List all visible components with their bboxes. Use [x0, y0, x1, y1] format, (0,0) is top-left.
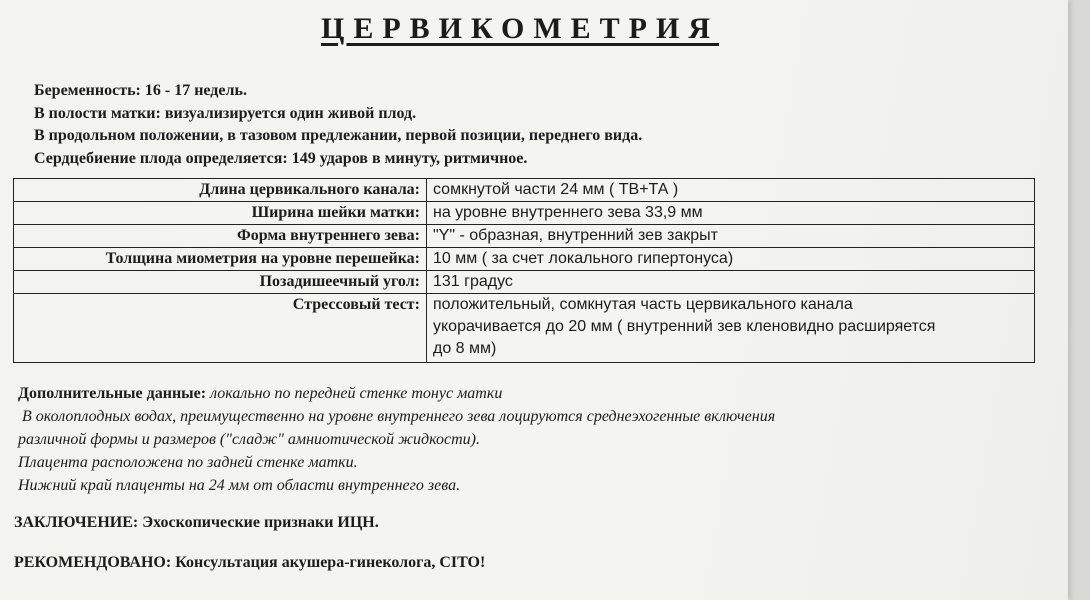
row-value: сомкнутой части 24 мм ( ТВ+ТА ) [427, 179, 1035, 202]
row-label: Стрессовый тест: [14, 294, 427, 363]
row-label: Ширина шейки матки: [14, 202, 427, 225]
additional-first: локально по передней стенке тонус матки [206, 385, 503, 402]
table-row [14, 202, 1035, 225]
recommendation: РЕКОМЕНДОВАНО: Консультация акушера-гинеколога, CITO! [14, 554, 486, 571]
additional-lead: Дополнительные данные: [18, 385, 207, 402]
document-title: ЦЕРВИКОМЕТРИЯ [320, 12, 719, 45]
intro-line: Беременность: 16 - 17 недель. [34, 82, 247, 99]
row-value: на уровне внутреннего зева 33,9 мм [427, 202, 1035, 225]
intro-line: В продольном положении, в тазовом предлежании, первой позиции, переднего вида. [34, 127, 643, 144]
row-value [427, 294, 1035, 363]
table-row [14, 271, 1035, 294]
table-row [14, 225, 1035, 248]
row-value: 10 мм ( за счет локального гипертонуса) [427, 248, 1035, 271]
value-line: укорачивается до 20 мм ( внутренний зев кленовидно расширяется [433, 318, 936, 335]
row-value: 131 градус [427, 271, 1035, 294]
value-line: до 8 мм) [433, 340, 497, 357]
intro-line: Сердцебиение плода определяется: 149 ударов в минуту, ритмичное. [34, 149, 528, 167]
table-row [14, 179, 1035, 202]
intro-block [34, 80, 642, 170]
additional-data [18, 382, 775, 497]
measurements-table [13, 178, 1035, 363]
row-label: Длина цервикального канала: [14, 179, 427, 202]
additional-line: Плацента расположена по задней стенке матки. [18, 454, 358, 471]
table-row [14, 248, 1035, 271]
additional-line: В околоплодных водах, преимущественно на уровне внутреннего зева лоцируются среднеэхогенные включения [18, 408, 776, 425]
intro-line: В полости матки: визуализируется один живой плод. [34, 104, 417, 122]
row-label: Толщина миометрия на уровне перешейка: [14, 248, 427, 271]
additional-line: различной формы и размеров ("сладж" амниотической жидкости). [18, 431, 480, 448]
row-value: "Y" - образная, внутренний зев закрыт [427, 225, 1035, 248]
value-line: положительный, сомкнутая часть цервикального канала [433, 296, 853, 313]
table-row [14, 294, 1035, 363]
additional-line: Нижний край плаценты на 24 мм от области внутреннего зева. [18, 477, 461, 494]
row-label: Форма внутреннего зева: [14, 225, 427, 248]
row-label: Позадишеечный угол: [14, 271, 427, 294]
conclusion: ЗАКЛЮЧЕНИЕ: Эхоскопические признаки ИЦН. [14, 514, 379, 531]
